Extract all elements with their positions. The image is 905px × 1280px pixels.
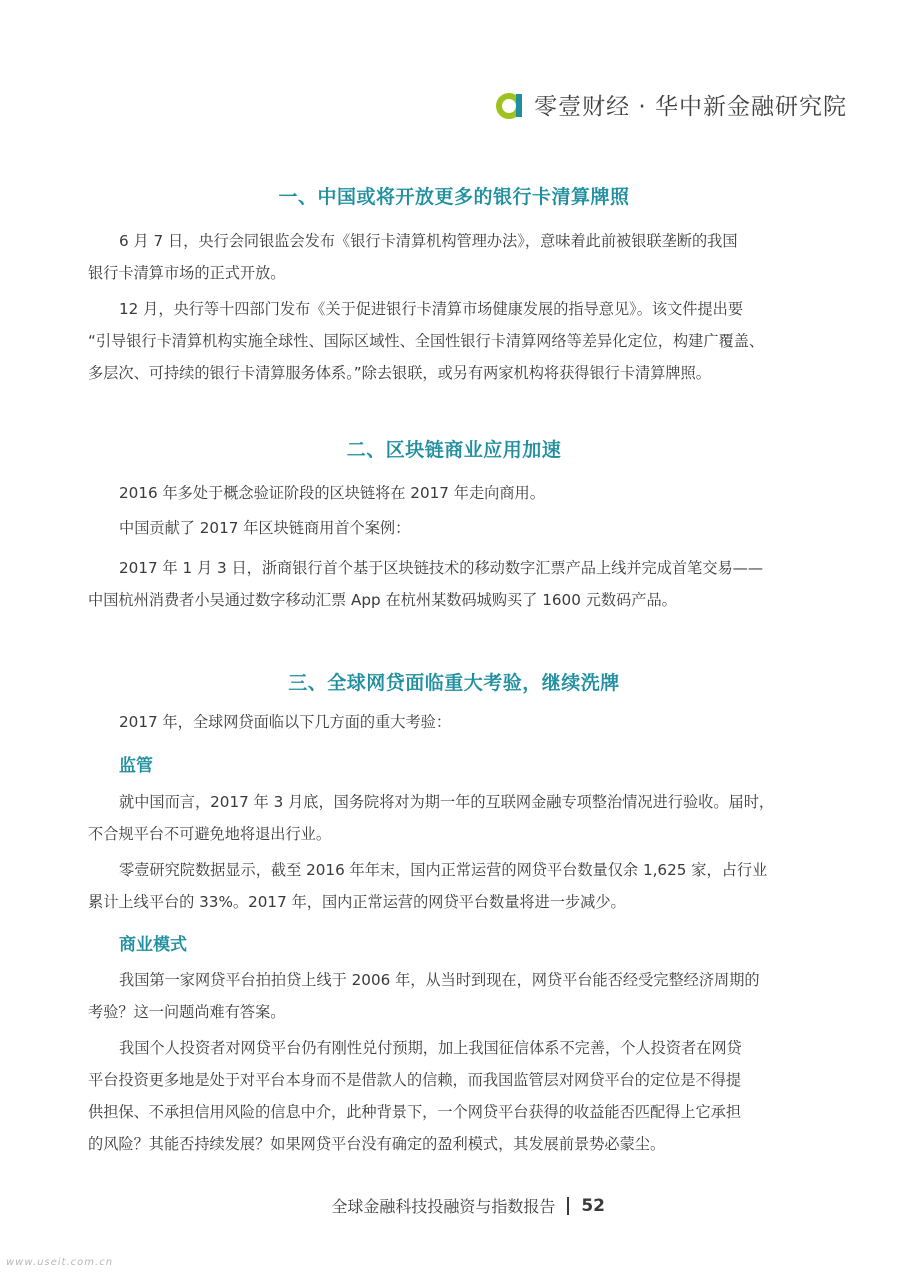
brand-name: 零壹财经 · 华中新金融研究院: [534, 94, 847, 120]
watermark: www.useit.com.cn: [6, 1257, 114, 1268]
text-line: 供担保、不承担信用风险的信息中介，此种背景下，一个网贷平台获得的收益能否匹配得上它承担: [88, 1103, 742, 1121]
text-line: 累计上线平台的 33%。2017 年，国内正常运营的网贷平台数量将进一步减少。: [88, 893, 626, 911]
text-line: 银行卡清算市场的正式开放。: [88, 264, 286, 282]
text-line: 中国贡献了 2017 年区块链商用首个案例：: [119, 519, 411, 537]
text-line: 12 月，央行等十四部门发布《关于促进银行卡清算市场健康发展的指导意见》。该文件提出要: [119, 300, 744, 318]
report-title: 全球金融科技投融资与指数报告: [331, 1197, 556, 1216]
paragraph: [88, 512, 820, 544]
section-title: 一、中国或将开放更多的银行卡清算牌照: [278, 186, 630, 208]
text-line: 不合规平台不可避免地将退出行业。: [88, 825, 331, 843]
paragraph: [88, 477, 820, 509]
section-title: 二、区块链商业应用加速: [346, 439, 562, 461]
text-line: 中国杭州消费者小吴通过数字移动汇票 App 在杭州某数码城购买了 1600 元数码产品。: [88, 591, 677, 609]
paragraph: [88, 786, 820, 850]
paragraph: [88, 964, 820, 1028]
subsection-title: 商业模式: [119, 935, 187, 955]
text-line: 2017 年，全球网贷面临以下几方面的重大考验：: [119, 713, 452, 731]
subsection-title: 监管: [119, 756, 153, 776]
text-line: 2016 年多处于概念验证阶段的区块链将在 2017 年走向商用。: [119, 484, 545, 502]
text-line: 我国个人投资者对网贷平台仍有刚性兑付预期，加上我国征信体系不完善，个人投资者在网贷: [119, 1039, 742, 1057]
paragraph: [88, 293, 820, 389]
text-line: 零壹研究院数据显示，截至 2016 年年末，国内正常运营的网贷平台数量仅余 1,625 家，占行业: [119, 861, 768, 879]
text-line: 考验？这一问题尚难有答案。: [88, 1003, 286, 1021]
paragraph: [88, 552, 820, 616]
page-number: 52: [581, 1195, 605, 1216]
text-line: 6 月 7 日，央行会同银监会发布《银行卡清算机构管理办法》，意味着此前被银联垄断的我国: [119, 232, 738, 250]
text-line: 多层次、可持续的银行卡清算服务体系。”除去银联，或另有两家机构将获得银行卡清算牌照。: [88, 364, 711, 382]
text-line: 的风险？其能否持续发展？如果网贷平台没有确定的盈利模式，其发展前景势必蒙尘。: [88, 1135, 666, 1153]
paragraph: [88, 1032, 820, 1160]
paragraph: [88, 706, 820, 738]
text-line: “引导银行卡清算机构实施全球性、国际区域性、全国性银行卡清算网络等差异化定位，构建广覆盖、: [88, 332, 765, 350]
page-footer: [331, 1194, 605, 1217]
footer-divider: [567, 1197, 569, 1215]
page-header: [496, 88, 847, 121]
text-line: 我国第一家网贷平台拍拍贷上线于 2006 年，从当时到现在，网贷平台能否经受完整经济周期的: [119, 971, 760, 989]
paragraph: [88, 225, 820, 289]
paragraph: [88, 854, 820, 918]
text-line: 就中国而言，2017 年 3 月底，国务院将对为期一年的互联网金融专项整治情况进行验收。届时，: [119, 793, 775, 811]
section-title: 三、全球网贷面临重大考验，继续洗牌: [288, 672, 620, 694]
text-line: 2017 年 1 月 3 日，浙商银行首个基于区块链技术的移动数字汇票产品上线并完成首笔交易——: [119, 559, 764, 577]
brand-logo-icon: [496, 90, 526, 120]
text-line: 平台投资更多地是处于对平台本身而不是借款人的信赖，而我国监管层对网贷平台的定位是不得提: [88, 1071, 742, 1089]
